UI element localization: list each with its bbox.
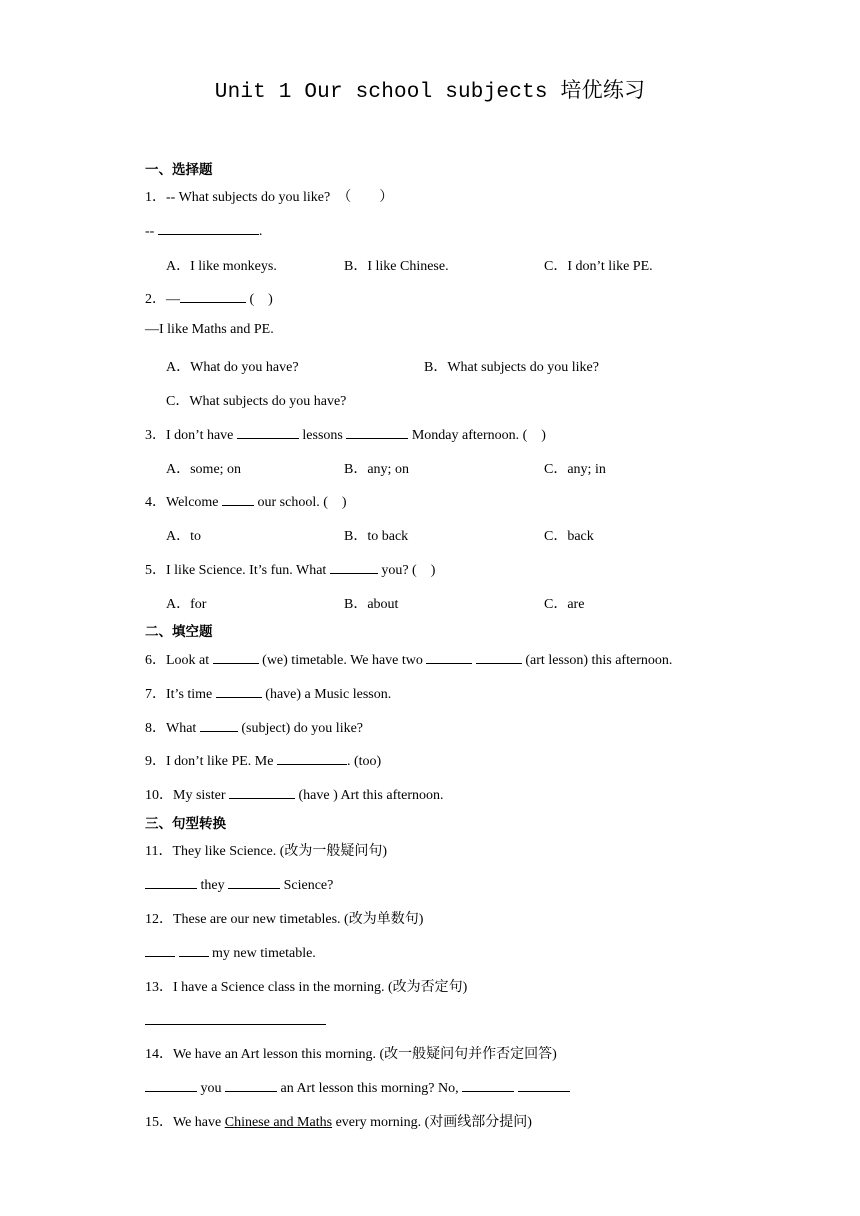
question-3-option-c: C．any; in [544, 462, 606, 477]
question-3-stem: 3．I don’t have lessons Monday afternoon. ( ) [145, 424, 546, 444]
question-6-stem: 6．Look at (we) timetable. We have two (art lesson) this afternoon. [145, 649, 672, 669]
answer-blank[interactable] [145, 1010, 326, 1025]
question-1-option-b: B．I like Chinese. [344, 259, 449, 274]
question-4-option-a: A．to [166, 529, 201, 544]
page-title: Unit 1 Our school subjects 培优练习 [214, 81, 646, 104]
answer-blank[interactable] [426, 649, 472, 664]
answer-blank[interactable] [476, 649, 522, 664]
question-4-option-b: B．to back [344, 529, 409, 544]
answer-blank[interactable] [462, 1077, 514, 1092]
question-14-answer-line: you an Art lesson this morning? No, [145, 1077, 570, 1097]
answer-blank[interactable] [229, 784, 295, 799]
answer-blank[interactable] [518, 1077, 570, 1092]
answer-blank[interactable] [228, 874, 280, 889]
answer-blank[interactable] [213, 649, 259, 664]
answer-blank[interactable] [277, 750, 347, 765]
question-11-answer-line: they Science? [145, 874, 333, 894]
question-5-option-a: A．for [166, 597, 207, 612]
question-8-stem: 8．What (subject) do you like? [145, 717, 363, 737]
question-1-option-a: A．I like monkeys. [166, 259, 277, 274]
question-5-option-b: B．about [344, 597, 399, 612]
section-heading-choice: 一、选择题 [145, 162, 213, 178]
answer-blank[interactable] [216, 683, 262, 698]
answer-blank[interactable] [330, 559, 378, 574]
answer-blank[interactable] [200, 717, 238, 732]
question-2-stem: 2．— ( ) [145, 288, 273, 308]
answer-blank[interactable] [179, 942, 209, 957]
question-2-option-c: C．What subjects do you have? [166, 394, 347, 409]
question-9-stem: 9．I don’t like PE. Me . (too) [145, 750, 381, 770]
question-1-option-c: C．I don’t like PE. [544, 259, 653, 274]
question-12-answer-line: my new timetable. [145, 942, 316, 962]
question-3-option-a: A．some; on [166, 462, 242, 477]
answer-blank[interactable] [222, 491, 254, 506]
question-7-stem: 7．It’s time (have) a Music lesson. [145, 683, 391, 703]
question-4-stem: 4．Welcome our school. ( ) [145, 491, 347, 511]
answer-blank[interactable] [145, 1077, 197, 1092]
question-3-option-b: B．any; on [344, 462, 409, 477]
question-10-stem: 10．My sister (have ) Art this afternoon. [145, 784, 444, 804]
answer-blank[interactable] [158, 220, 259, 235]
question-13-stem: 13．I have a Science class in the morning. (改为否定句) [145, 980, 468, 995]
question-1-answer-line: -- . [145, 220, 262, 240]
question-5-stem: 5．I like Science. It’s fun. What you? ( ) [145, 559, 435, 579]
question-5-option-c: C．are [544, 597, 585, 612]
question-15-stem: 15．We have Chinese and Maths every morning. (对画线部分提问) [145, 1115, 532, 1130]
answer-blank[interactable] [237, 424, 299, 439]
section-heading-fill-blank: 二、填空题 [145, 624, 213, 640]
question-12-stem: 12．These are our new timetables. (改为单数句) [145, 912, 424, 927]
question-11-stem: 11．They like Science. (改为一般疑问句) [145, 844, 388, 859]
answer-blank[interactable] [145, 942, 175, 957]
question-2-reply: —I like Maths and PE. [145, 322, 274, 337]
answer-blank[interactable] [180, 288, 246, 303]
question-14-stem: 14．We have an Art lesson this morning. (改一般疑问句并作否定回答) [145, 1047, 557, 1062]
question-1-stem: 1．-- What subjects do you like? （ ） [145, 190, 394, 205]
question-13-answer-line [145, 1010, 326, 1030]
answer-blank[interactable] [145, 874, 197, 889]
underlined-phrase: Chinese and Maths [224, 1115, 333, 1130]
question-2-option-b: B．What subjects do you like? [424, 360, 599, 375]
section-heading-sentence-transform: 三、句型转换 [145, 816, 226, 832]
question-4-option-c: C．back [544, 529, 594, 544]
answer-blank[interactable] [225, 1077, 277, 1092]
answer-blank[interactable] [346, 424, 408, 439]
question-2-option-a: A．What do you have? [166, 360, 299, 375]
